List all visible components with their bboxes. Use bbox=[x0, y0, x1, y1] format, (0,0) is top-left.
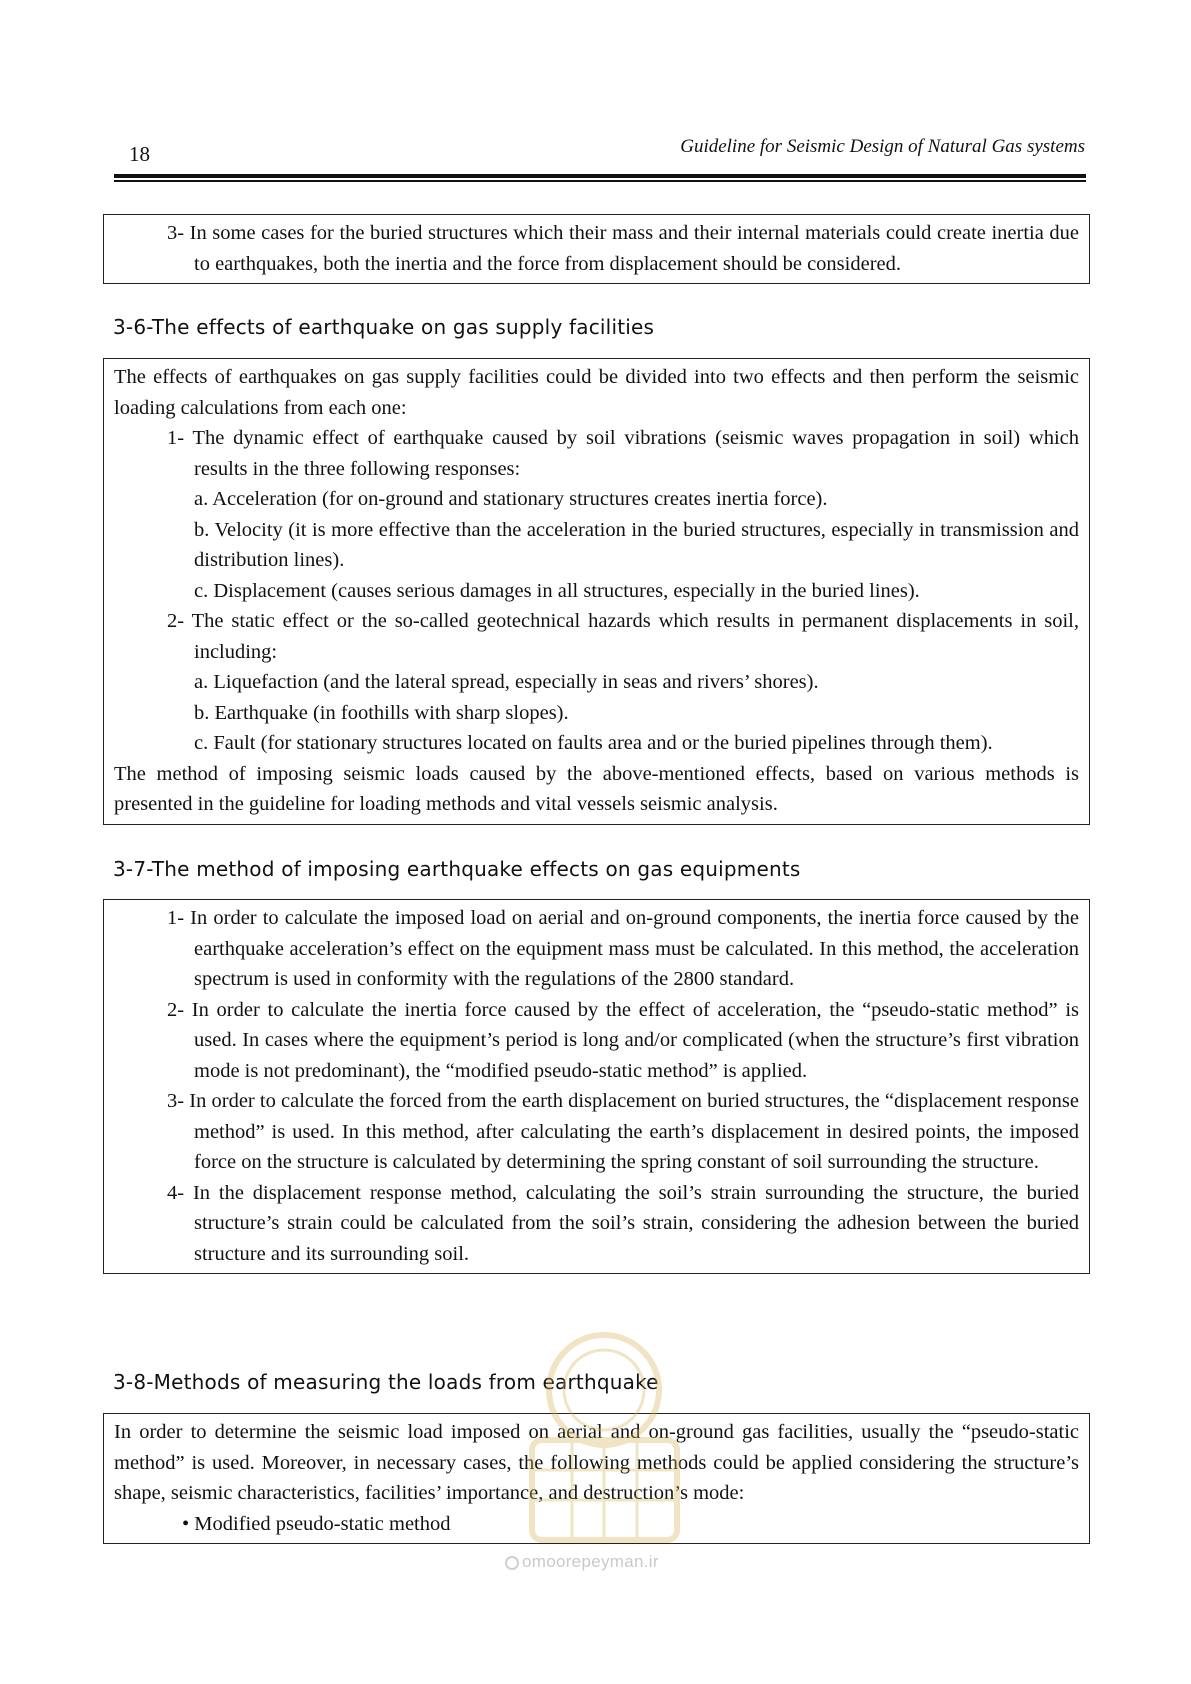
running-title: Guideline for Seismic Design of Natural Gas systems bbox=[680, 136, 1085, 157]
page-number: 18 bbox=[129, 142, 150, 166]
paragraph: The method of imposing seismic loads caused by the above-mentioned effects, based on various methods is presented in the guideline for loading methods and vital vessels seismic analysis. bbox=[114, 762, 1079, 815]
section-heading-3-8: 3-8-Methods of measuring the loads from earthquake bbox=[113, 1370, 659, 1394]
sub-item: b. Velocity (it is more effective than the acceleration in the buried structures, especially in transmission and distribution lines). bbox=[194, 518, 1079, 571]
watermark-text: omoorepeyman.ir bbox=[522, 1552, 659, 1571]
sub-item: c. Displacement (causes serious damages in all structures, especially in the buried lines). bbox=[194, 579, 920, 602]
list-item: 3- In order to calculate the forced from the earth displacement on buried structures, the “displacement response method” is used. In this method, after calculating the earth’s displacement in desired points, the imposed force on the structure is calculated by determining the spring constant of soil surrounding the structure. bbox=[167, 1090, 1079, 1173]
paragraph: The effects of earthquakes on gas supply facilities could be divided into two effects and then perform the seismic loading calculations from each one: bbox=[114, 366, 1079, 419]
sub-item: c. Fault (for stationary structures located on faults area and or the buried pipelines through them). bbox=[194, 732, 993, 754]
box-section-3-7 bbox=[103, 899, 1090, 1274]
sub-item: a. Acceleration (for on-ground and stationary structures creates inertia force). bbox=[194, 488, 828, 510]
section-heading-3-6: 3-6-The effects of earthquake on gas supply facilities bbox=[113, 315, 655, 339]
sub-item: a. Liquefaction (and the lateral spread, especially in seas and rivers’ shores). bbox=[194, 671, 819, 693]
header-rule-thick bbox=[114, 174, 1086, 178]
box-section-3-6 bbox=[103, 358, 1090, 825]
section-heading-3-7: 3-7-The method of imposing earthquake effects on gas equipments bbox=[113, 857, 801, 881]
list-item: 1- In order to calculate the imposed load on aerial and on-ground components, the inertia force caused by the earthquake acceleration’s effect on the equipment mass must be calculated. In this method, the acceleration spectrum is used in conformity with the regulations of the 2800 standard. bbox=[167, 907, 1079, 990]
list-item: 2- In order to calculate the inertia force caused by the effect of acceleration, the “pseudo-static method” is used. In cases where the equipment’s period is long and/or complicated (when the structure’s first vibration mode is not predominant), the “modified pseudo-static method” is applied. bbox=[167, 998, 1079, 1082]
list-item: 3- In some cases for the buried structures which their mass and their internal materials could create inertia due to earthquakes, both the inertia and the force from displacement should be considered. bbox=[167, 222, 1079, 275]
globe-icon bbox=[505, 1556, 519, 1570]
list-item: 1- The dynamic effect of earthquake caused by soil vibrations (seismic waves propagation in soil) which results in the three following responses: bbox=[167, 427, 1079, 480]
box-top bbox=[103, 214, 1090, 284]
list-item: 4- In the displacement response method, calculating the soil’s strain surrounding the structure, the buried structure’s strain could be calculated from the soil’s strain, considering the adhesion between the buried structure and its surrounding soil. bbox=[167, 1181, 1079, 1265]
watermark bbox=[505, 1552, 659, 1572]
list-item: 2- The static effect or the so-called geotechnical hazards which results in permanent displacements in soil, including: bbox=[167, 610, 1079, 663]
bullet-item: • Modified pseudo-static method bbox=[182, 1512, 451, 1535]
seal-logo-icon bbox=[512, 1320, 697, 1550]
header-rule-thin bbox=[114, 180, 1086, 182]
paragraph: In order to determine the seismic load imposed on aerial and on-ground gas facilities, usually the “pseudo-static method” is used. Moreover, in necessary cases, the following methods could be applied considering the structure’s shape, seismic characteristics, facilities’ importance, and destruction’s mode: bbox=[114, 1421, 1079, 1504]
sub-item: b. Earthquake (in foothills with sharp slopes). bbox=[194, 701, 569, 724]
